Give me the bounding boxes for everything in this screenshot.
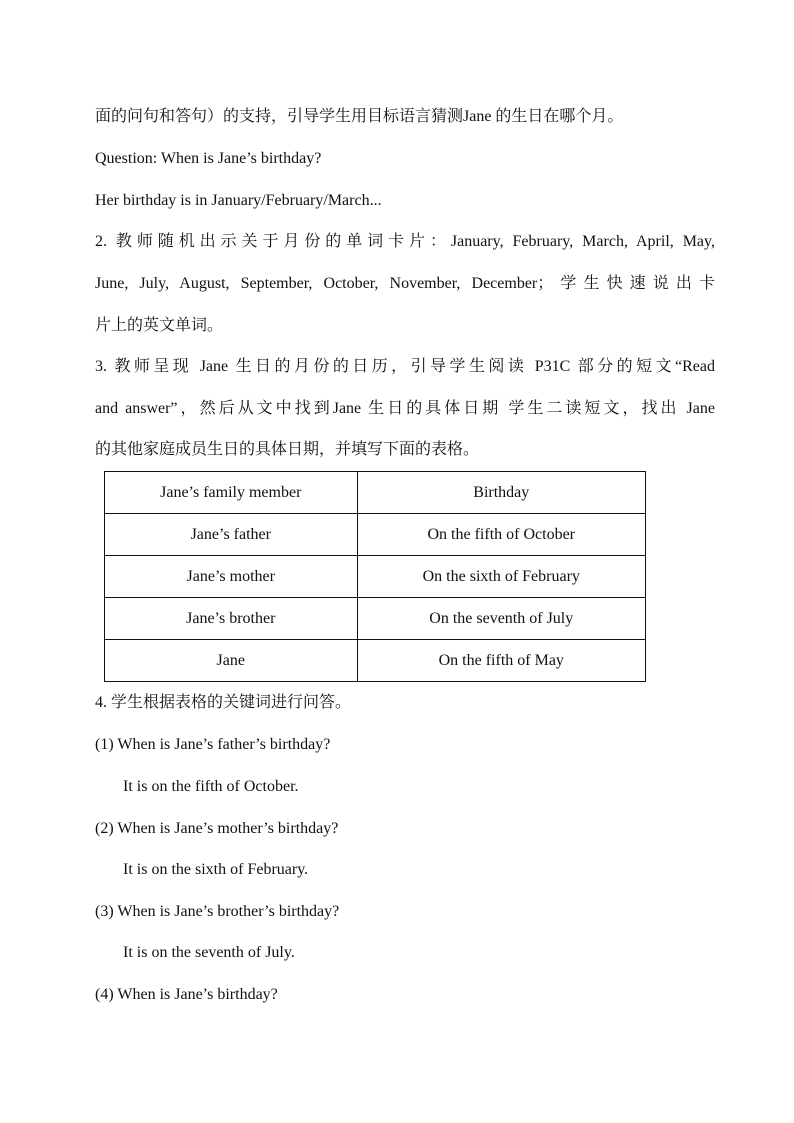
qa-answer: It is on the fifth of October.: [123, 778, 299, 795]
qa-question: (2) When is Jane’s mother’s birthday?: [95, 820, 339, 837]
family-birthday-table: [104, 471, 646, 682]
table-cell-birthday: On the sixth of February: [357, 556, 645, 598]
question-line: Question: When is Jane’s birthday?: [95, 150, 322, 167]
table-row: [105, 640, 646, 682]
table-cell-birthday: On the fifth of October: [357, 514, 645, 556]
step3-line-1: 3. 教师呈现 Jane 生日的月份的日历，引导学生阅读 P31C 部分的短文“Read: [95, 358, 715, 375]
table-cell-member: Jane’s mother: [105, 556, 358, 598]
table-header-cell: Birthday: [357, 472, 645, 514]
answer-line: Her birthday is in January/February/March...: [95, 192, 382, 209]
qa-question: (1) When is Jane’s father’s birthday?: [95, 736, 331, 753]
table-row: [105, 514, 646, 556]
table-header-cell: Jane’s family member: [105, 472, 358, 514]
table-cell-birthday: On the seventh of July: [357, 598, 645, 640]
qa-question: (3) When is Jane’s brother’s birthday?: [95, 903, 340, 920]
table-row: [105, 556, 646, 598]
table-cell-member: Jane: [105, 640, 358, 682]
qa-answer: It is on the seventh of July.: [123, 944, 295, 961]
step2-line-2: June, July, August, September, October, November, December；学生快速说出卡: [95, 275, 715, 292]
table-cell-member: Jane’s father: [105, 514, 358, 556]
step2-line-3: 片上的英文单词。: [95, 317, 224, 334]
qa-answer: It is on the sixth of February.: [123, 861, 309, 878]
paragraph-intro-tail: 面的问句和答句）的支持，引导学生用目标语言猜测Jane 的生日在哪个月。: [95, 108, 624, 125]
table-header-row: [105, 472, 646, 514]
qa-question: (4) When is Jane’s birthday?: [95, 986, 278, 1003]
step4-line: 4. 学生根据表格的关键词进行问答。: [95, 694, 352, 711]
table-cell-birthday: On the fifth of May: [357, 640, 645, 682]
step3-line-3: 的其他家庭成员生日的具体日期，并填写下面的表格。: [95, 441, 480, 458]
step3-line-2: and answer”，然后从文中找到Jane 生日的具体日期 学生二读短文，找出 Jane: [95, 400, 715, 417]
table-cell-member: Jane’s brother: [105, 598, 358, 640]
table-row: [105, 598, 646, 640]
step2-line-1: 2. 教师随机出示关于月份的单词卡片：January, February, March, April, May,: [95, 233, 715, 250]
